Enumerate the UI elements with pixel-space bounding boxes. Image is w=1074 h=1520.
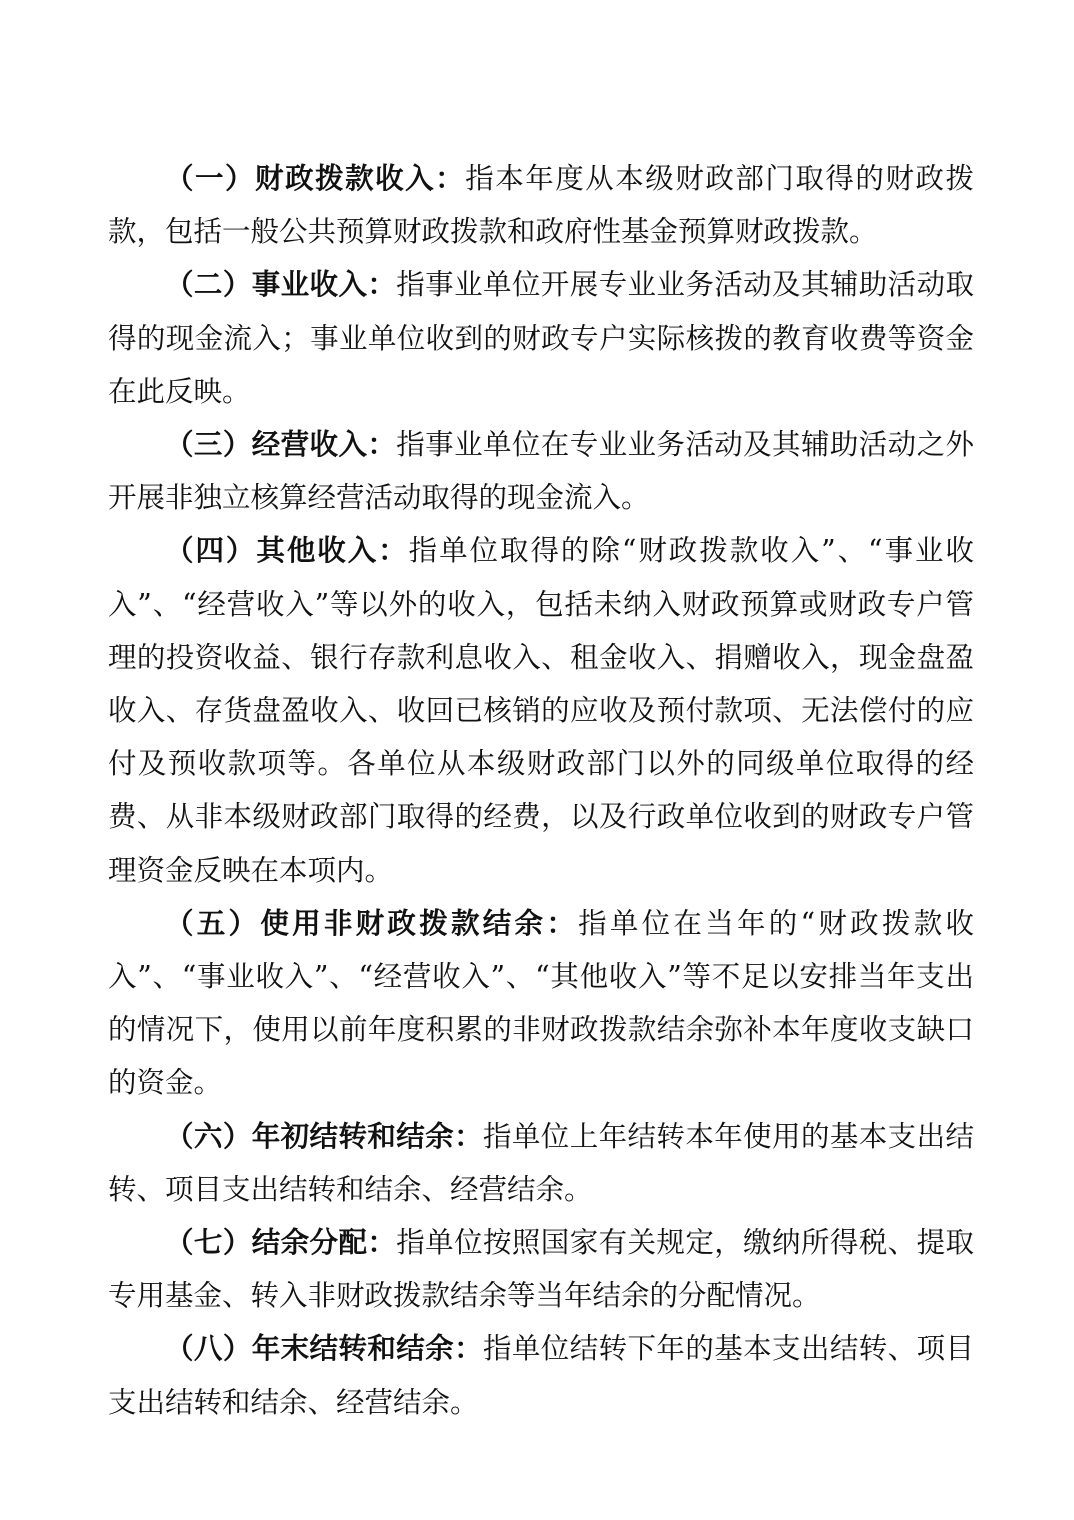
paragraph-text: 指事业单位开展专业业务活动及其辅助活动取得的现金流入；事业单位收到的财政专户实际核拨的教育收费等资金在此反映。 (108, 268, 974, 408)
paragraph-term: （七）结余分配： (165, 1225, 397, 1260)
document-body (108, 152, 974, 1429)
paragraph-text: 指单位结转下年的基本支出结转、项目支出结转和结余、经营结余。 (108, 1332, 974, 1419)
paragraph-operating-income (108, 418, 974, 524)
paragraph-fiscal-appropriation-income (108, 152, 974, 258)
paragraph-term: （五）使用非财政拨款结余： (165, 905, 579, 940)
paragraph-text: 指本年度从本级财政部门取得的财政拨款，包括一般公共预算财政拨款和政府性基金预算财政拨款。 (108, 162, 974, 249)
paragraph-term: （八）年末结转和结余： (165, 1331, 483, 1366)
paragraph-text: 指单位在当年的“财政拨款收入”、“事业收入”、“经营收入”、“其他收入”等不足以安排当年支出的情况下，使用以前年度积累的非财政拨款结余弥补本年度收支缺口的资金。 (108, 906, 974, 1100)
paragraph-non-fiscal-surplus-use (108, 897, 974, 1110)
paragraph-surplus-distribution (108, 1216, 974, 1322)
paragraph-text: 指单位取得的除“财政拨款收入”、“事业收入”、“经营收入”等以外的收入，包括未纳入财政预算或财政专户管理的投资收益、银行存款利息收入、租金收入、捐赠收入，现金盘盈收入、存货盘盈收入、收回已核销的应收及预付款项、无法偿付的应付及预收款项等。各单位从本级财政部门以外的同级单位取得的经费、从非本级财政部门取得的经费，以及行政单位收到的财政专户管理资金反映在本项内。 (108, 534, 974, 887)
paragraph-term: （三）经营收入： (165, 427, 397, 462)
paragraph-text: 指单位按照国家有关规定，缴纳所得税、提取专用基金、转入非财政拨款结余等当年结余的分配情况。 (108, 1226, 974, 1313)
paragraph-other-income (108, 524, 974, 896)
paragraph-text: 指单位上年结转本年使用的基本支出结转、项目支出结转和结余、经营结余。 (108, 1119, 974, 1206)
paragraph-beginning-carryover (108, 1110, 974, 1216)
paragraph-term: （六）年初结转和结余： (165, 1118, 483, 1153)
paragraph-term: （四）其他收入： (165, 533, 409, 568)
paragraph-business-income (108, 258, 974, 418)
paragraph-term: （一）财政拨款收入： (165, 161, 466, 195)
paragraph-year-end-carryover (108, 1322, 974, 1428)
paragraph-term: （二）事业收入： (165, 267, 397, 302)
paragraph-text: 指事业单位在专业业务活动及其辅助活动之外开展非独立核算经营活动取得的现金流入。 (108, 428, 974, 515)
